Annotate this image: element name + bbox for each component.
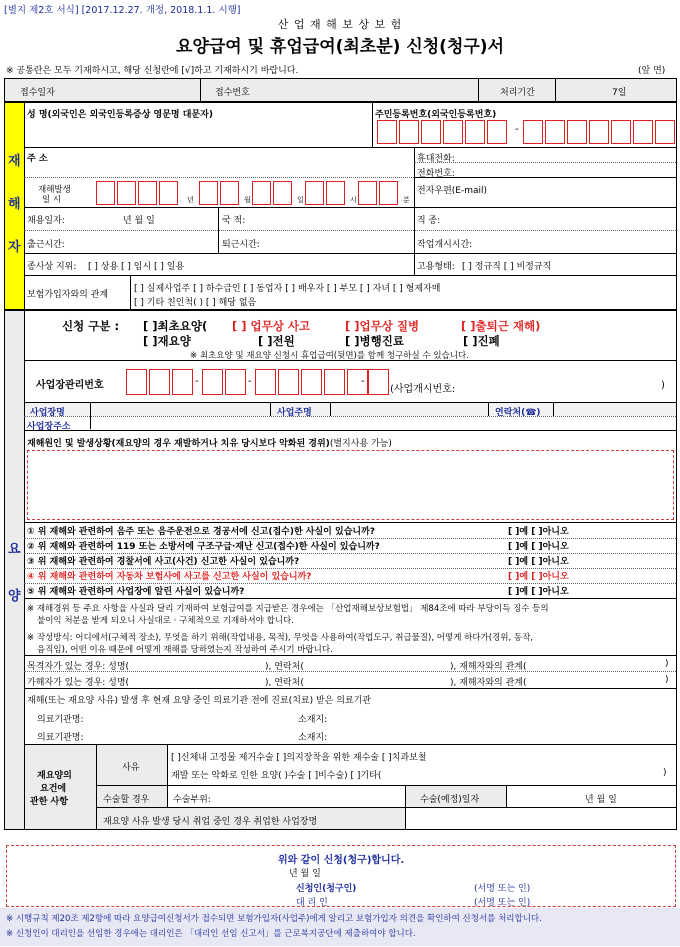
work-start-label: 작업개시시간: xyxy=(417,240,473,250)
digit-box[interactable] xyxy=(278,369,299,395)
apply-reapply-option[interactable]: [ ]재요양 xyxy=(143,334,191,348)
application-note: ※ 최초요양 및 재요양 신청시 휴업급여(뒷면)를 함께 청구하실 수 있습니다. xyxy=(190,351,469,361)
workplace-address-label: 사업장주소 xyxy=(27,422,71,432)
agent-seal[interactable]: (서명 또는 인) xyxy=(474,898,531,908)
business-start-close: ) xyxy=(661,380,665,391)
form-number: [별지 제2호 서식] [2017.12.27. 개정, 2018.1.1. 시행] xyxy=(4,5,241,16)
rrn-dash: - xyxy=(515,124,519,135)
digit-box[interactable] xyxy=(225,369,246,395)
digit-box[interactable] xyxy=(126,369,147,395)
apply-work-accident-option[interactable]: [ ] 업무상 사고 xyxy=(232,319,311,333)
digit-box[interactable] xyxy=(172,369,193,395)
reason-label: 사유 xyxy=(122,763,140,773)
apply-visit-option[interactable]: [ ]진폐 xyxy=(463,334,500,348)
note-1b: 불이익 처분을 받게 되오니 사실대로 · 구체적으로 기재하셔야 합니다. xyxy=(37,616,294,626)
receipt-no-label: 접수번호 xyxy=(215,88,250,98)
unit-minute: 분 xyxy=(403,196,410,204)
digit-box[interactable] xyxy=(305,181,324,205)
requirement-label-2: 요건에 xyxy=(40,784,67,794)
note-2a: ※ 작성방식: 어디에서(구체적 장소), 무엇을 하기 위해(작업내용, 목적), 무엇을 사용하여(작업도구, 취급물질), 어떻게 하다가(경위, 동작, xyxy=(27,633,534,643)
digit-box[interactable] xyxy=(545,120,565,144)
reason-options-close: ) xyxy=(663,768,667,778)
accident-time-label-1: 재해발생 xyxy=(38,185,71,195)
digit-box[interactable] xyxy=(377,120,397,144)
application-type-label: 신청 구분 : xyxy=(62,319,120,333)
nationality-label: 국 적: xyxy=(222,216,246,226)
accident-cause-label: 재해원인 및 발생상황(재요양의 경우 재발하거나 치유 당시보다 악화된 경위)(별지사용 가능) xyxy=(27,439,392,449)
prior-addr1-label: 소재지: xyxy=(298,715,328,725)
phone-label: 전화번호: xyxy=(417,169,455,179)
digit-box[interactable] xyxy=(202,369,223,395)
side-char-jae: 재 xyxy=(8,154,21,169)
agent-label: 대 리 인 xyxy=(296,898,328,908)
digit-box[interactable] xyxy=(273,181,292,205)
reason-options-row2[interactable]: 재발 또는 악화로 인한 요양( )수술 [ ]비수술) [ ]기타( xyxy=(171,771,382,781)
accident-cause-textarea[interactable] xyxy=(27,450,674,520)
question-5: ⑤ 위 재해와 관련하여 사업장에 알린 사실이 있습니까? xyxy=(27,587,245,597)
apply-commute-option[interactable]: [ ]출퇴근 재해) xyxy=(461,319,541,333)
footer-note-1: ※ 시행규칙 제20조 제2항에 따라 요양급여신청서가 접수되면 보험가입자(사업주)에게 알리고 보험가입자 의견을 확인하여 신청서를 처리합니다. xyxy=(6,914,542,924)
note-2b: 음직임), 어떤 이유 때문에 어떻게 재해를 당하였는지 작성하여 주시기 바랍니다. xyxy=(37,645,333,655)
business-start-label: (사업개시번호: xyxy=(390,384,456,395)
owner-name-label: 사업주명 xyxy=(277,408,312,418)
unit-day: 일 xyxy=(297,196,304,204)
surgery-date-units: 년 월 일 xyxy=(585,795,617,805)
sign-date: 년 월 일 xyxy=(289,869,321,879)
job-type-label: 직 종: xyxy=(417,216,441,226)
in-time-label: 출근시간: xyxy=(27,240,65,250)
witness-row[interactable]: 목격자가 있는 경우: 성명( xyxy=(27,662,130,672)
requirement-label-3: 관한 사항 xyxy=(30,797,68,807)
unit-year: 년 xyxy=(187,196,194,204)
workplace-contact-label: 연락처(☎) xyxy=(495,408,541,418)
digit-box[interactable] xyxy=(379,181,398,205)
unit-hour: 시 xyxy=(350,196,357,204)
workplace-name-row xyxy=(25,403,676,416)
employer-label: 재요양 사유 발생 당시 취업 중인 경우 취업한 사업장명 xyxy=(103,817,318,827)
digit-box[interactable] xyxy=(199,181,218,205)
question-3-yes-no[interactable]: [ ]예 [ ]아니오 xyxy=(508,557,569,567)
prior-institution-title: 재해(또는 재요양 사유) 발생 후 현재 요양 중인 의료기관 전에 진료(치료) 받은 의료기관 xyxy=(27,696,371,706)
surgery-site-label: 수술부위: xyxy=(173,795,211,805)
digit-box[interactable] xyxy=(567,120,587,144)
position-options[interactable]: [ ] 상용 [ ] 임시 [ ] 일용 xyxy=(88,262,185,272)
worker-name-label: 성 명(외국인은 외국인등록증상 영문명 대문자) xyxy=(27,110,213,120)
receipt-row xyxy=(5,79,676,101)
offender-end: ) xyxy=(665,675,669,685)
accident-time-label-2: 일 시 xyxy=(42,195,62,205)
hire-date-units: 년 월 일 xyxy=(123,216,155,226)
question-1: ① 위 재해와 관련하여 음주 또는 음주운전으로 경공서에 신고(접수)한 사실이 있습니까? xyxy=(27,527,376,537)
form-title: 요양급여 및 휴업급여(최초분) 신청(청구)서 xyxy=(175,37,504,57)
digit-box[interactable] xyxy=(368,369,389,395)
address-label: 주 소 xyxy=(27,154,48,164)
digit-box[interactable] xyxy=(589,120,609,144)
surgery-label: 수술할 경우 xyxy=(103,795,150,805)
digit-box[interactable] xyxy=(96,181,115,205)
relation-label: 보험가입자와의 관계 xyxy=(27,290,109,300)
surgery-date-label: 수술(예정)일자 xyxy=(420,795,480,805)
offender-relation: ), 재해자와의 관계( xyxy=(450,678,527,688)
question-1-yes-no[interactable]: [ ]예 [ ]아니오 xyxy=(508,527,569,537)
fill-notice: ※ 공통란은 모두 기재하시고, 해당 신청란에 [√]하고 기재하시기 바랍니다. xyxy=(6,66,299,76)
workplace-reg-label: 사업장관리번호 xyxy=(36,380,104,391)
mobile-label: 휴대전화: xyxy=(417,154,455,164)
digit-box[interactable] xyxy=(421,120,441,144)
processing-period-value: 7일 xyxy=(612,88,627,98)
footer-note-2: ※ 신청인이 대리인을 선임한 경우에는 대리인은 「대리인 선임 신고서」를 근로복지공단에 제출하여야 합니다. xyxy=(6,929,416,939)
question-5-yes-no[interactable]: [ ]예 [ ]아니오 xyxy=(508,587,569,597)
digit-box[interactable] xyxy=(149,369,170,395)
prior-inst2-label: 의료기관명: xyxy=(37,733,84,743)
employment-type-options[interactable]: [ ] 정규직 [ ] 비정규직 xyxy=(462,262,552,272)
digit-box[interactable] xyxy=(301,369,322,395)
digit-box[interactable] xyxy=(159,181,178,205)
digit-box[interactable] xyxy=(523,120,543,144)
relation-options-row1[interactable]: [ ] 실제사업주 [ ] 하수급인 [ ] 동업자 [ ] 배우자 [ ] 부모 [ ] 자녀 [ ] 형제자매 xyxy=(134,284,441,294)
witness-relation: ), 재해자와의 관계( xyxy=(450,662,527,672)
question-4-yes-no[interactable]: [ ]예 [ ]아니오 xyxy=(508,572,569,582)
applicant-label: 신청인(청구인) xyxy=(296,884,357,894)
digit-box[interactable] xyxy=(220,181,239,205)
reg-dash: - xyxy=(361,376,365,387)
question-3: ③ 위 재해와 관련하여 경찰서에 사고(사건) 신고한 사실이 있습니까? xyxy=(27,557,300,567)
apply-work-disease-option[interactable]: [ ]업무상 질병 xyxy=(345,319,420,333)
rrn-label: 주민등록번호(외국인등록번호) xyxy=(375,110,497,120)
processing-period-label: 처리기간 xyxy=(500,88,535,98)
employment-type-label: 고용형태: xyxy=(417,262,455,272)
side-char-hae: 해 xyxy=(8,197,21,212)
unit-month: 월 xyxy=(244,196,251,204)
requirement-label-1: 재요양의 xyxy=(37,771,72,781)
digit-box[interactable] xyxy=(633,120,653,144)
digit-box[interactable] xyxy=(443,120,463,144)
digit-box[interactable] xyxy=(465,120,485,144)
offender-row[interactable]: 가해자가 있는 경우: 성명( xyxy=(27,678,130,688)
position-label: 종사상 지위: xyxy=(27,262,77,272)
witness-contact: ), 연락처( xyxy=(265,662,304,672)
prior-inst1-label: 의료기관명: xyxy=(37,715,84,725)
witness-end: ) xyxy=(665,659,669,669)
applicant-seal[interactable]: (서명 또는 인) xyxy=(474,884,531,894)
digit-box[interactable] xyxy=(358,181,377,205)
digit-box[interactable] xyxy=(655,120,675,144)
digit-box[interactable] xyxy=(399,120,419,144)
note-1a: ※ 재해경위 등 주요 사항을 사실과 달리 기재하여 보험급여를 지급받은 경우에는 「산업재해보상보험법」 제84조에 따라 부당이득 징수 등의 xyxy=(27,604,549,614)
out-time-label: 퇴근시간: xyxy=(222,240,260,250)
digit-box[interactable] xyxy=(252,181,271,205)
offender-contact: ), 연락처( xyxy=(265,678,304,688)
email-label: 전자우편(E-mail) xyxy=(417,186,488,196)
reg-dash: - xyxy=(195,376,199,387)
org-name: 산 업 재 해 보 상 보 험 xyxy=(277,18,403,31)
digit-box[interactable] xyxy=(487,120,507,144)
digit-box[interactable] xyxy=(611,120,631,144)
digit-box[interactable] xyxy=(255,369,276,395)
question-2: ② 위 재해와 관련하여 119 또는 소방서에 구조구급·재난 신고(접수)한 사실이 있습니까? xyxy=(27,542,380,552)
prior-addr2-label: 소재지: xyxy=(298,733,328,743)
page-side-note: (앞 면) xyxy=(638,66,666,76)
workplace-name-label: 사업장명 xyxy=(30,408,65,418)
reason-options-row1[interactable]: [ ]신체내 고정물 제거수술 [ ]의지장착을 위한 재수술 [ ]치과보철 xyxy=(171,753,427,763)
digit-box[interactable] xyxy=(138,181,157,205)
relation-options-row2[interactable]: [ ] 기타 친인척( ) [ ] 해당 없음 xyxy=(134,298,257,308)
digit-box[interactable] xyxy=(324,369,345,395)
question-2-yes-no[interactable]: [ ]예 [ ]아니오 xyxy=(508,542,569,552)
declaration: 위와 같이 신청(청구)합니다. xyxy=(278,855,405,866)
side-char-yo: 요 xyxy=(8,542,21,557)
digit-box[interactable] xyxy=(326,181,345,205)
digit-box[interactable] xyxy=(117,181,136,205)
hire-date-label: 채용일자: xyxy=(27,216,65,226)
side-char-yang: 양 xyxy=(8,589,21,604)
question-4: ④ 위 재해와 관련하여 자동차 보험사에 사고를 신고한 사실이 있습니까? xyxy=(27,572,312,582)
reg-dash: - xyxy=(248,376,252,387)
receipt-date-label: 접수일자 xyxy=(20,88,55,98)
side-char-ja: 자 xyxy=(8,240,21,255)
care-side-bar xyxy=(5,311,24,829)
apply-first-option[interactable]: [ ]최초요양( xyxy=(143,319,208,333)
apply-concurrent-option[interactable]: [ ]병행진료 xyxy=(345,334,404,348)
apply-transfer-option[interactable]: [ ]전원 xyxy=(258,334,295,348)
